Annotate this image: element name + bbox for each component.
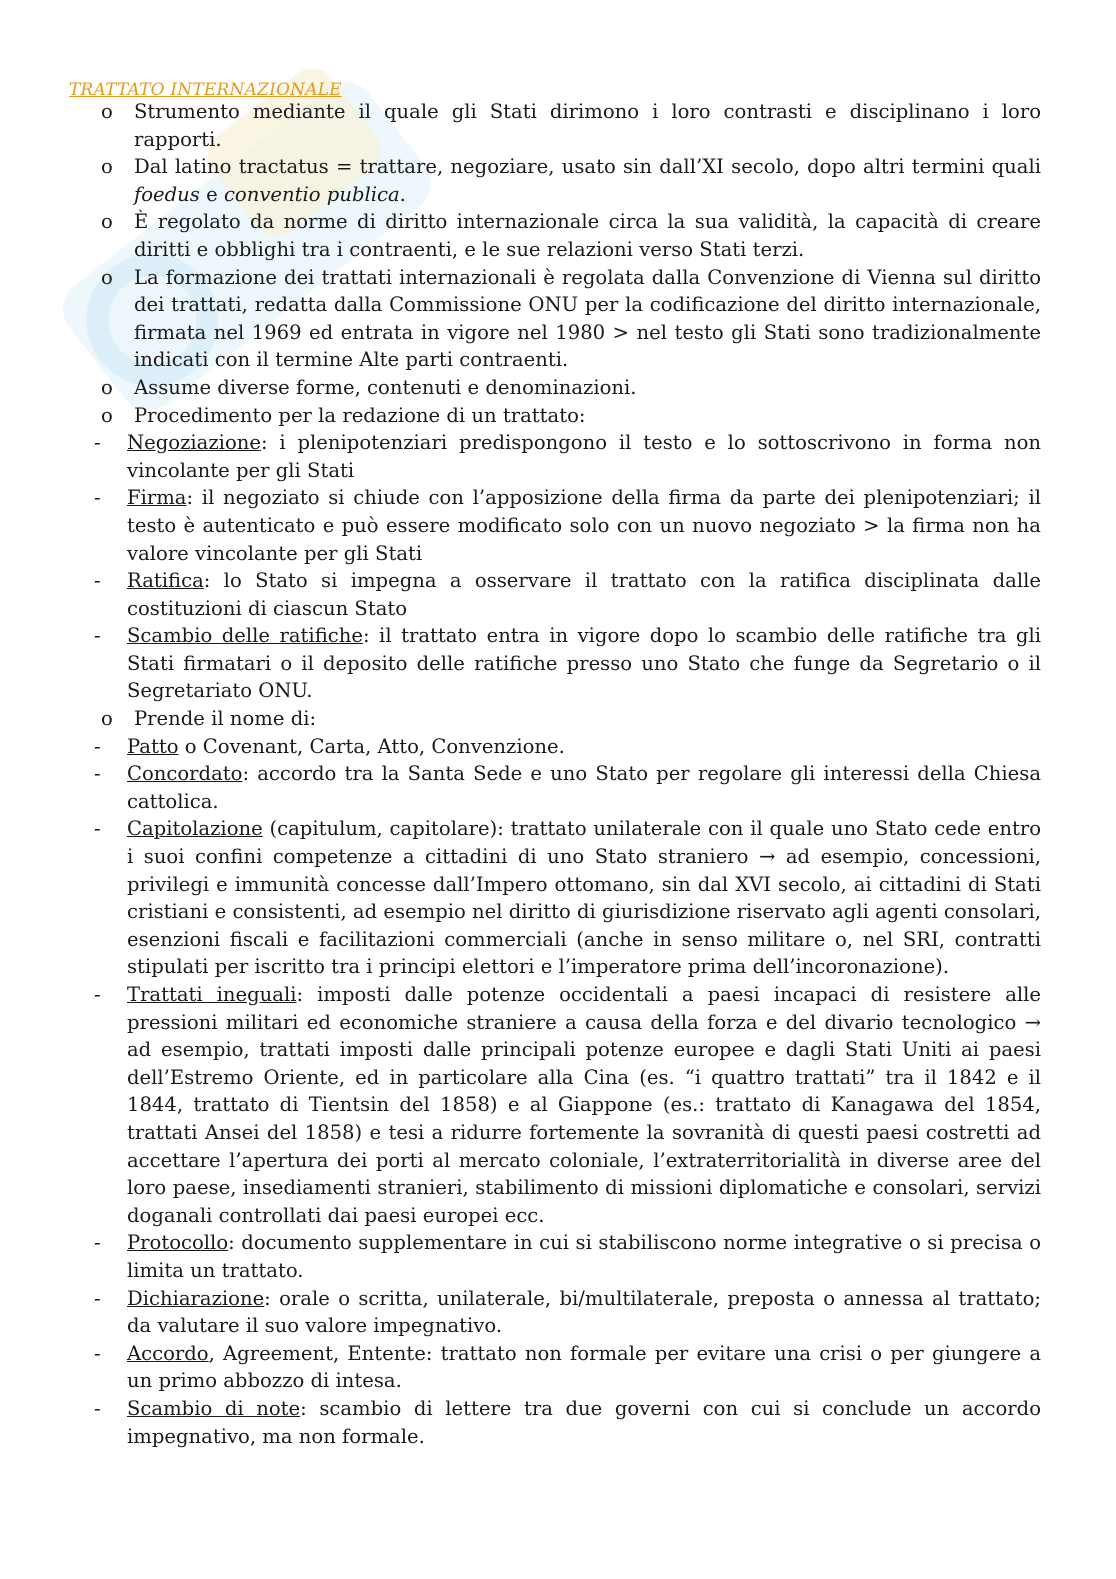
list-item bbox=[0, 1285, 1116, 1340]
list-item-text: Firma: il negoziato si chiude con l’apposizione della firma da parte dei plenipotenziari; il testo è autenticato e può essere modificato solo con un nuovo negoziato > la firma non ha valore vincolante per gli Stati bbox=[127, 486, 1041, 565]
circle-bullet: o bbox=[101, 265, 113, 289]
dash-bullet: - bbox=[94, 1341, 101, 1365]
document-title: TRATTATO INTERNAZIONALE bbox=[69, 80, 342, 100]
list-item bbox=[0, 153, 1116, 208]
term-label: Patto bbox=[127, 734, 179, 758]
list-item-text: Negoziazione: i plenipotenziari predispongono il testo e lo sottoscrivono in forma non vincolante per gli Stati bbox=[127, 431, 1041, 482]
list-item: o Assume diverse forme, contenuti e denominazioni. bbox=[0, 374, 1116, 402]
circle-bullet: o bbox=[101, 210, 113, 234]
dash-bullet: - bbox=[94, 569, 101, 593]
circle-bullet: o bbox=[101, 155, 113, 179]
term-label: Accordo bbox=[127, 1341, 209, 1365]
list-item bbox=[0, 1340, 1116, 1395]
list-item bbox=[0, 622, 1116, 705]
document-body bbox=[0, 98, 1116, 1450]
list-item: o Prende il nome di: bbox=[0, 705, 1116, 733]
dash-bullet: - bbox=[94, 486, 101, 510]
list-item bbox=[0, 815, 1116, 981]
list-item-text: Dichiarazione: orale o scritta, unilaterale, bi/multilaterale, preposta o annessa al trattato; da valutare il suo valore impegnativo. bbox=[127, 1286, 1041, 1338]
list-item: o È regolato da norme di diritto internazionale circa la sua validità, la capacità di creare diritti e obblighi tra i contraenti, e le sue relazioni verso Stati terzi. bbox=[101, 210, 1041, 261]
list-item-text: Trattati ineguali: imposti dalle potenze occidentali a paesi incapaci di resistere alle pressioni militari ed economiche straniere a causa della forza e del divario tecnologico → ad esempio, trattati imposti dalle principali potenze europee e dagli Stati Uniti ai paesi dell’Estremo Oriente, ed in particolare alla Cina (es. “i quattro trattati” tra il 1842 e il 1844, trattato di Tientsin del 1858) e al Giappone (es.: trattato di Kanagawa del 1854, trattati Ansei del 1858) e tesi a ridurre fortemente la sovranità di questi paesi costretti ad accettare l’apertura dei porti al mercato coloniale, l’extraterritorialità in diverse aree del loro paese, insediamenti stranieri, stabilimento di missioni diplomatiche e consolari, servizi doganali controllati dai paesi europei ecc. bbox=[127, 983, 1041, 1227]
term-label: Concordato bbox=[127, 762, 243, 786]
dash-bullet: - bbox=[94, 1231, 101, 1255]
list-item bbox=[0, 1395, 1116, 1450]
dash-bullet: - bbox=[94, 762, 101, 786]
list-item: o Strumento mediante il quale gli Stati dirimono i loro contrasti e disciplinano i loro rapporti. bbox=[101, 100, 1041, 151]
list-item bbox=[0, 1229, 1116, 1284]
term-label: Scambio di note bbox=[127, 1396, 301, 1420]
latin-term: foedus bbox=[134, 182, 200, 206]
list-item bbox=[0, 567, 1116, 622]
list-item-text: Capitolazione (capitulum, capitolare): trattato unilaterale con il quale uno Stato cede entro i suoi confini competenze a cittadini di uno Stato straniero → ad esempio, concessioni, privilegi e immunità concesse dall’Impero ottomano, sin dal XVI secolo, ai cittadini di Stati cristiani e consistenti, ad esempio nel diritto di giurisdizione riservato agli agenti consolari, esenzioni fiscali e facilitazioni commerciali (anche in senso militare o, nel SRI, contratti stipulati per iscritto tra i principi elettori e l’imperatore prima dell’incoronazione). bbox=[127, 817, 1041, 979]
term-label: Ratifica bbox=[127, 569, 204, 593]
list-item-text: Scambio delle ratifiche: il trattato entra in vigore dopo lo scambio delle ratifiche tra gli Stati firmatari o il deposito delle ratifiche presso uno Stato che funge da Segretario o il Segretariato ONU. bbox=[127, 624, 1042, 703]
list-item bbox=[0, 484, 1116, 567]
term-label: Negoziazione bbox=[127, 431, 261, 455]
term-label: Scambio delle ratifiche bbox=[127, 624, 363, 648]
list-item-text: Ratifica: lo Stato si impegna a osservare il trattato con la ratifica disciplinata dalle costituzioni di ciascun Stato bbox=[127, 569, 1041, 620]
list-item-text: Protocollo: documento supplementare in cui si stabiliscono norme integrative o si precisa o limita un trattato. bbox=[127, 1231, 1041, 1282]
dash-bullet: - bbox=[94, 1286, 101, 1310]
dash-bullet: - bbox=[94, 817, 101, 841]
list-item bbox=[0, 429, 1116, 484]
circle-bullet: o bbox=[101, 375, 113, 399]
list-item-text: Dal latino tractatus = trattare, negoziare, usato sin dall’XI secolo, dopo altri termini quali foedus e conventio publica. bbox=[134, 155, 1041, 206]
dash-bullet: - bbox=[94, 1396, 101, 1420]
list-item-text: Concordato: accordo tra la Santa Sede e uno Stato per regolare gli interessi della Chiesa cattolica. bbox=[127, 762, 1041, 813]
list-item-text: Patto o Covenant, Carta, Atto, Convenzione. bbox=[127, 734, 565, 758]
circle-bullet: o bbox=[101, 707, 113, 731]
dash-bullet: - bbox=[94, 431, 101, 455]
term-label: Capitolazione bbox=[127, 817, 263, 841]
list-item bbox=[0, 760, 1116, 815]
dash-bullet: - bbox=[94, 734, 101, 758]
term-label: Dichiarazione bbox=[127, 1286, 265, 1310]
circle-bullet: o bbox=[101, 403, 113, 427]
term-label: Protocollo bbox=[127, 1231, 229, 1255]
list-item: o Procedimento per la redazione di un trattato: bbox=[0, 402, 1116, 430]
dash-bullet: - bbox=[94, 624, 101, 648]
term-label: Firma bbox=[127, 486, 187, 510]
list-item bbox=[0, 981, 1116, 1229]
list-item: o La formazione dei trattati internazionali è regolata dalla Convenzione di Vienna sul diritto dei trattati, redatta dalla Commissione ONU per la codificazione del diritto internazionale, firmata nel 1969 ed entrata in vigore nel 1980 > nel testo gli Stati sono tradizionalmente indicati con il termine Alte parti contraenti. bbox=[101, 265, 1041, 372]
list-item bbox=[0, 733, 1116, 761]
term-label: Trattati ineguali bbox=[127, 983, 297, 1006]
list-item-text: Scambio di note: scambio di lettere tra due governi con cui si conclude un accordo impegnativo, ma non formale. bbox=[127, 1396, 1041, 1448]
circle-bullet: o bbox=[101, 100, 113, 123]
latin-term: conventio publica bbox=[223, 182, 400, 206]
list-item-text: Accordo, Agreement, Entente: trattato non formale per evitare una crisi o per giungere a un primo abbozzo di intesa. bbox=[127, 1341, 1041, 1393]
dash-bullet: - bbox=[94, 983, 101, 1006]
